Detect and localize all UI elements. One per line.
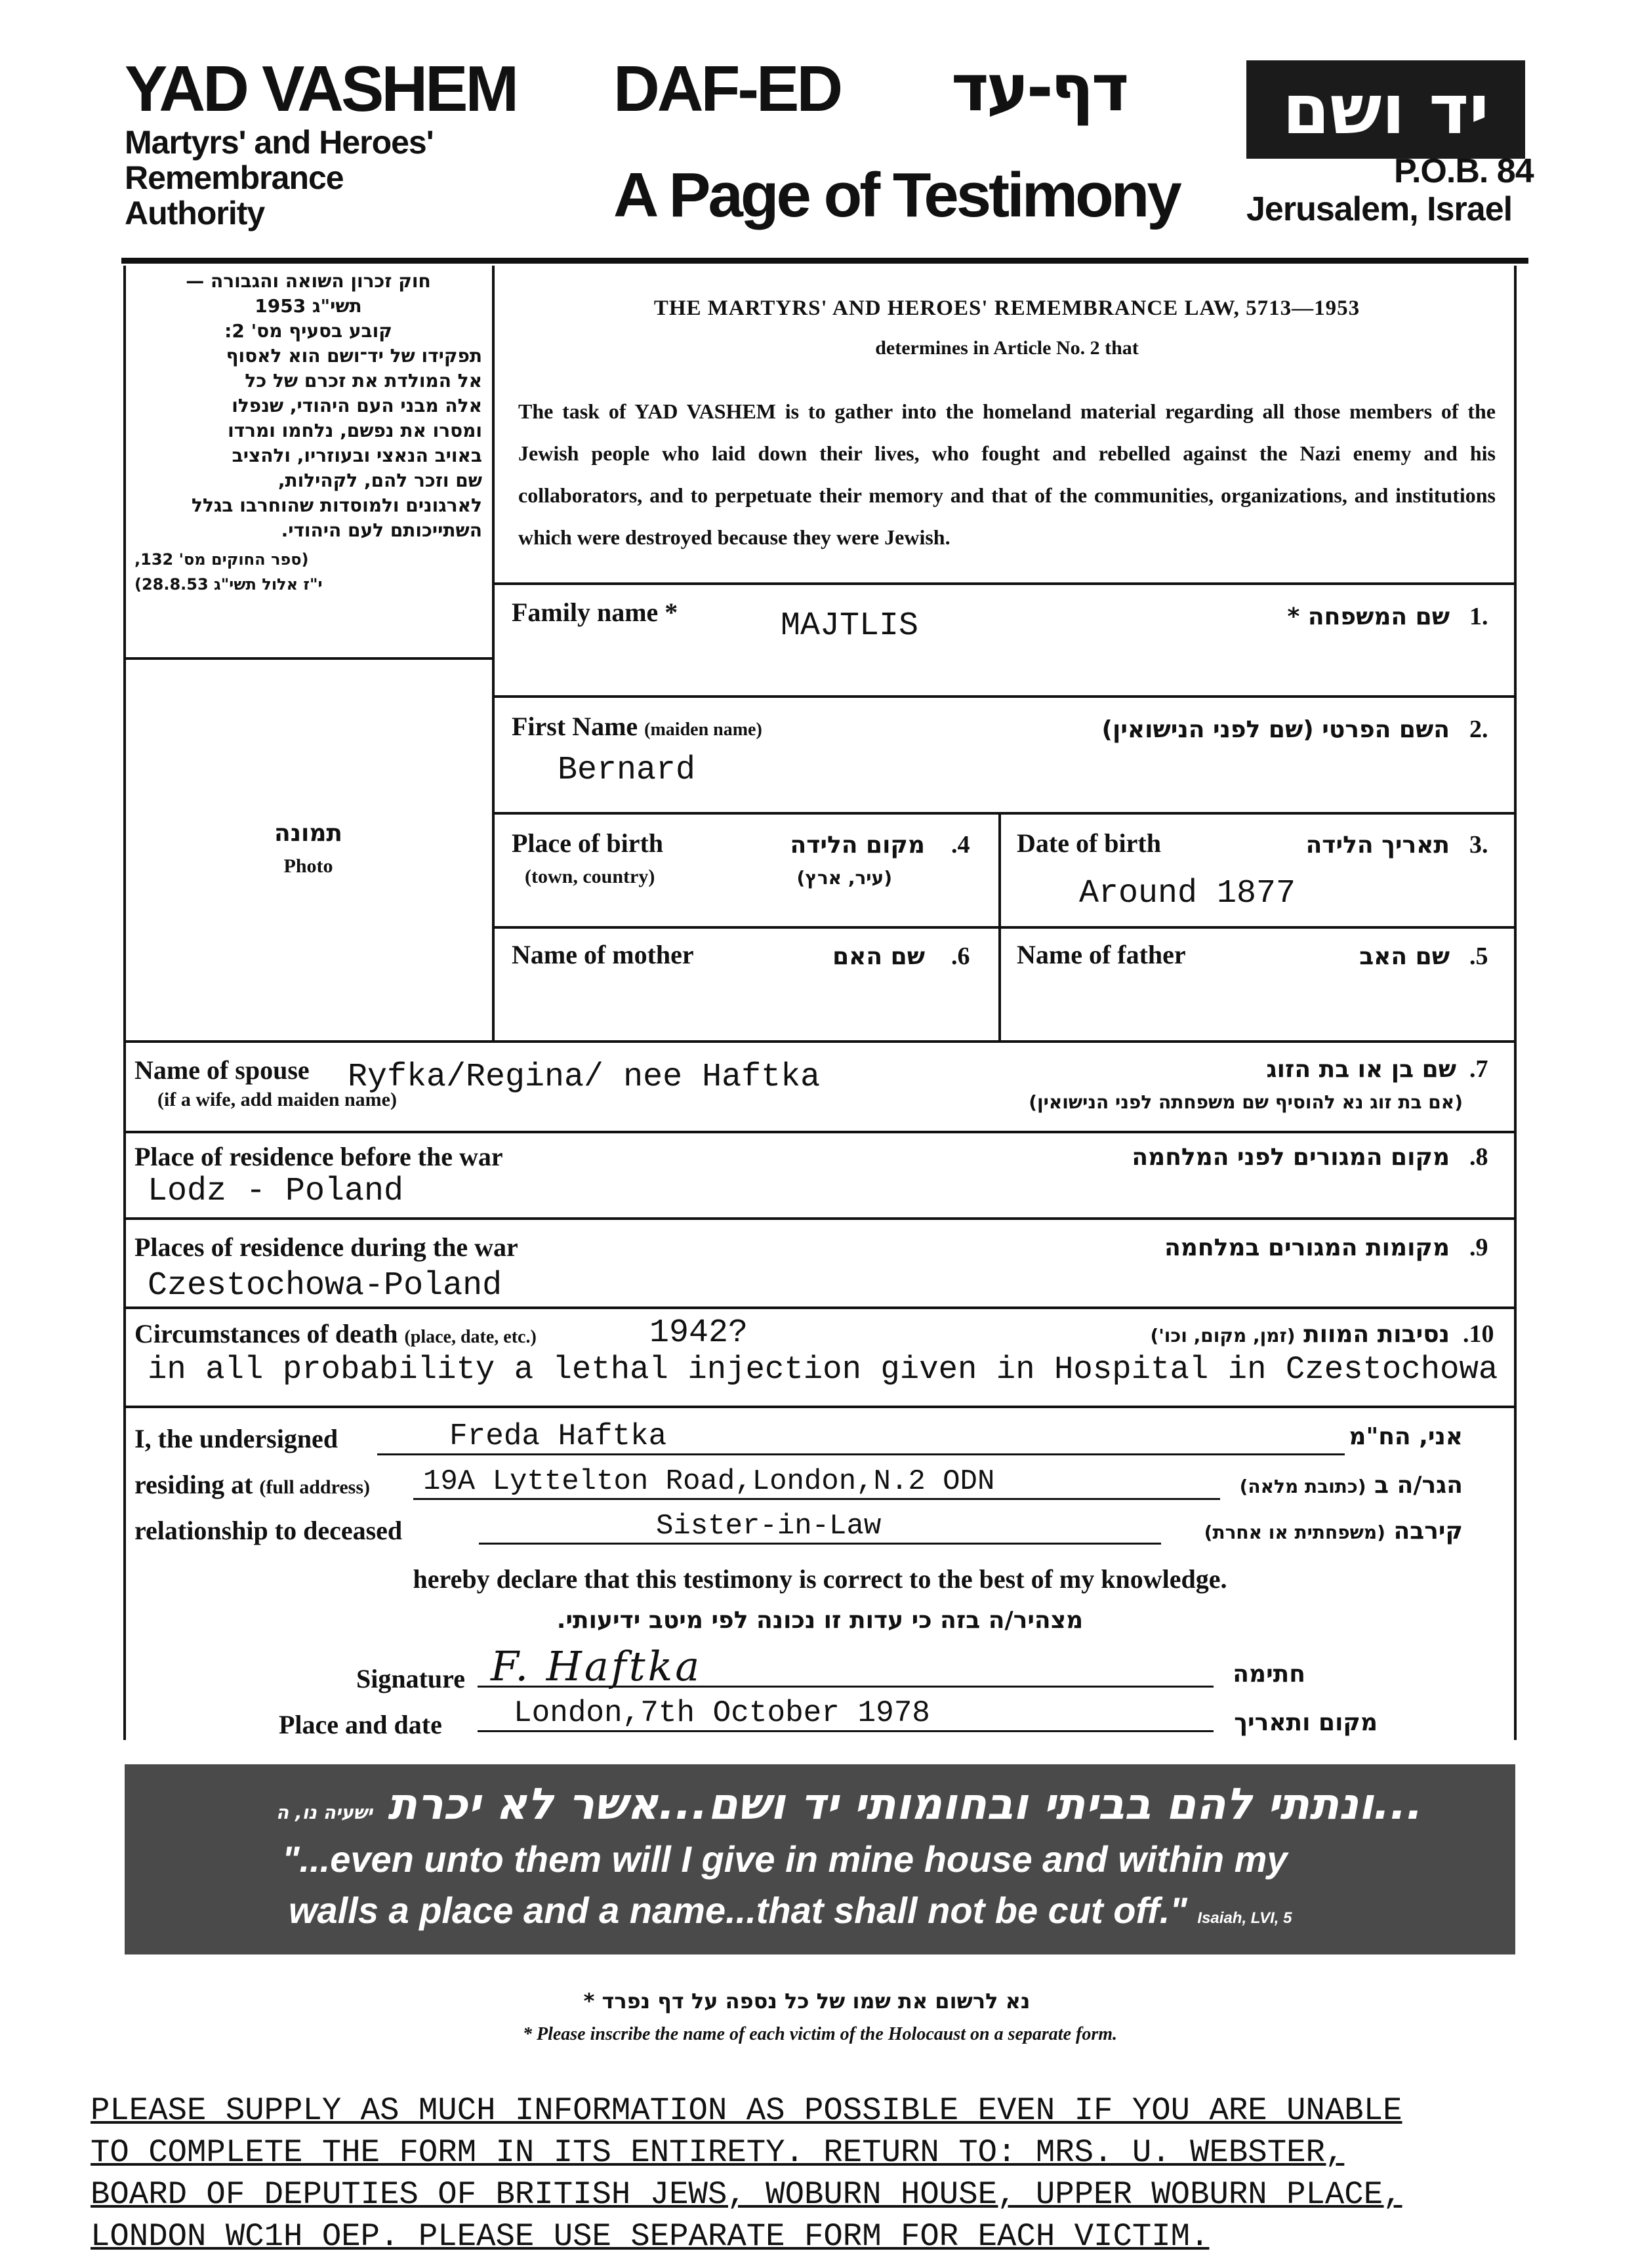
city-address: Jerusalem, Israel <box>1246 190 1513 228</box>
father-name-hebrew: שם האב <box>1359 943 1450 970</box>
first-name-label: First Name (maiden name) <box>512 712 762 741</box>
residing-value[interactable]: 19A Lyttelton Road,London,N.2 ODN <box>413 1465 1220 1500</box>
field-number: .4 <box>951 831 970 859</box>
field-number: 2. <box>1469 716 1488 743</box>
law-hebrew-line: (ספר החוקים מס' 132, <box>134 550 309 569</box>
org-name: YAD VASHEM <box>125 52 517 125</box>
field-number: .10 <box>1463 1320 1494 1348</box>
declaration-english: hereby declare that this testimony is correct to the best of my knowledge. <box>413 1564 1227 1594</box>
mother-name-label: Name of mother <box>512 940 694 969</box>
death-date-value[interactable]: 1942? <box>649 1314 748 1352</box>
death-hebrew: נסיבות המוות (זמן, מקום, וכו') <box>1150 1321 1450 1348</box>
law-hebrew-line: ומסרו את נפשם, נלחמו ומרדו <box>228 420 482 441</box>
law-body: The task of YAD VASHEM is to gather into the homeland material regarding all those members of the Jewish people who laid down their lives, who fought and rebelled against the Nazi enemy and his collaborators, and to perpetuate their memory and that of the communities, organizations, and institutions which were destroyed because they were Jewish. <box>518 399 1496 549</box>
signature-label: Signature <box>356 1664 465 1693</box>
family-name-label: Family name * <box>512 597 678 627</box>
photo-label: Photo <box>283 855 333 877</box>
quote-banner <box>125 1764 1515 1954</box>
residing-hebrew: הגר/ה ב (כתובת מלאה) <box>1239 1472 1463 1499</box>
declaration-hebrew: מצהיר/ה בזה כי עדות זו נכונה לפי מיטב ידיעותי. <box>556 1607 1084 1634</box>
photo-label-hebrew: תמונה <box>274 820 343 847</box>
law-hebrew-line: לארגונים ולמוסדות שהוחרבו בגלל <box>192 495 482 516</box>
undersigned-value[interactable]: Freda Haftka <box>377 1419 1345 1455</box>
page-title: A Page of Testimony <box>613 160 1179 230</box>
field-number: .8 <box>1469 1143 1488 1171</box>
relationship-label: relationship to deceased <box>134 1516 403 1545</box>
place-of-birth-sublabel: (town, country) <box>525 866 655 887</box>
spouse-hebrew-sub: (אם בת זוג נא להוסיף שם משפחתה לפני הנישואין) <box>1029 1091 1463 1113</box>
death-circumstances-value[interactable]: in all probability a lethal injection given in Hospital in Czestochowa <box>148 1351 1498 1388</box>
org-subtitle-2: Remembrance <box>125 159 344 196</box>
signature-hebrew: חתימה <box>1233 1661 1305 1688</box>
residing-label: residing at (full address) <box>134 1470 371 1499</box>
spouse-sublabel: (if a wife, add maiden name) <box>157 1089 397 1110</box>
law-hebrew-line: י"ז אלול תשי"ג 28.8.53) <box>134 575 323 594</box>
law-title: THE MARTYRS' AND HEROES' REMEMBRANCE LAW, 5713—1953 <box>653 296 1360 320</box>
daf-ed-hebrew-title: דף-עד <box>951 51 1127 126</box>
footer-line-3: BOARD OF DEPUTIES OF BRITISH JEWS, WOBURN HOUSE, UPPER WOBURN PLACE, <box>91 2176 1402 2213</box>
yad-vashem-logo: יד ושם <box>1246 60 1525 159</box>
relationship-hebrew: קירבה (משפחתית או אחרת) <box>1204 1518 1463 1545</box>
death-label: Circumstances of death (place, date, etc.) <box>134 1319 537 1348</box>
law-hebrew-line: שם וזכר להם, לקהילות, <box>277 470 482 491</box>
family-name-value[interactable]: MAJTLIS <box>781 607 919 645</box>
pob-address: P.O.B. 84 <box>1394 152 1534 190</box>
law-hebrew-line: אלה מבני העם היהודי, שנפלו <box>232 395 482 416</box>
law-subtitle: determines in Article No. 2 that <box>875 337 1139 359</box>
mother-name-hebrew: שם האם <box>832 943 925 970</box>
place-date-value[interactable]: London,7th October 1978 <box>478 1696 1214 1732</box>
banner-quote-line-2: walls a place and a name...that shall not be cut off." Isaiah, LVI, 5 <box>289 1890 1292 1931</box>
footer-line-1: PLEASE SUPPLY AS MUCH INFORMATION AS POSSIBLE EVEN IF YOU ARE UNABLE <box>91 2092 1402 2129</box>
law-hebrew-line: קובע בסעיף מס' 2: <box>224 320 392 342</box>
signature-value: F. Haftka <box>491 1642 703 1690</box>
law-hebrew-line: תשי"ג 1953 <box>255 295 362 317</box>
spouse-value[interactable]: Ryfka/Regina/ nee Haftka <box>348 1059 821 1096</box>
header-rule <box>121 258 1528 264</box>
field-number: .9 <box>1469 1234 1488 1261</box>
banner-hebrew-quote: ...ונתתי להם בביתי ובחומותי יד ושם...אשר לא יכרת ישעיה נו, ה <box>276 1779 1423 1829</box>
first-name-hebrew: השם הפרטי (שם לפני הנישואין) <box>1101 716 1450 743</box>
undersigned-label: I, the undersigned <box>134 1424 338 1453</box>
note-hebrew: נא לרשום את שמו של כל נספה על דף נפרד * <box>583 1989 1031 2014</box>
relationship-value[interactable]: Sister-in-Law <box>479 1510 1161 1545</box>
banner-quote-line-1: "...even unto them will I give in mine house and within my <box>282 1838 1288 1880</box>
footer-line-2: TO COMPLETE THE FORM IN ITS ENTIRETY. RETURN TO: MRS. U. WEBSTER, <box>91 2134 1345 2171</box>
date-of-birth-hebrew: תאריך הלידה <box>1305 832 1450 859</box>
field-number: .6 <box>951 942 970 970</box>
field-number: 1. <box>1469 603 1488 630</box>
law-hebrew-line: אל המולדת את זכרם של כל <box>245 370 482 392</box>
spouse-hebrew: שם בן או בת הזוג <box>1266 1056 1456 1083</box>
field-number: 3. <box>1469 831 1488 859</box>
residence-during-hebrew: מקומות המגורים במלחמה <box>1164 1234 1450 1261</box>
residence-before-label: Place of residence before the war <box>134 1142 503 1171</box>
law-hebrew-line: באויב הנאצי ובעוזריו, ולהציב <box>232 445 482 466</box>
field-number: .5 <box>1469 942 1488 970</box>
first-name-value[interactable]: Bernard <box>558 752 696 789</box>
law-hebrew-line: תפקידו של יד־ושם הוא לאסוף <box>226 345 482 367</box>
date-of-birth-label: Date of birth <box>1017 828 1161 858</box>
undersigned-hebrew: אני, הח"מ <box>1349 1423 1463 1450</box>
place-of-birth-hebrew: מקום הלידה <box>790 832 925 859</box>
law-hebrew <box>134 269 482 597</box>
signature-line[interactable] <box>478 1642 1214 1690</box>
law-hebrew-line: השתייכותם לעם היהודי. <box>281 519 482 541</box>
place-of-birth-hebrew-sub: (עיר, ארץ) <box>796 867 892 889</box>
place-date-label: Place and date <box>279 1710 442 1739</box>
spouse-label: Name of spouse <box>134 1055 310 1085</box>
residence-during-label: Places of residence during the war <box>134 1232 518 1262</box>
place-date-hebrew: מקום ותאריך <box>1234 1709 1378 1736</box>
residence-during-value[interactable]: Czestochowa-Poland <box>148 1267 502 1305</box>
field-number: .7 <box>1469 1055 1488 1083</box>
note-english: * Please inscribe the name of each victim of the Holocaust on a separate form. <box>522 2024 1118 2044</box>
daf-ed-title: DAF-ED <box>613 52 841 125</box>
org-subtitle-1: Martyrs' and Heroes' <box>125 124 434 161</box>
place-of-birth-label: Place of birth <box>512 828 664 858</box>
date-of-birth-value[interactable]: Around 1877 <box>1079 875 1296 912</box>
law-hebrew-line: חוק זכרון השואה והגבורה — <box>186 270 431 292</box>
father-name-label: Name of father <box>1017 940 1186 969</box>
org-subtitle-3: Authority <box>125 195 265 232</box>
family-name-hebrew: שם המשפחה * <box>1287 603 1450 630</box>
residence-before-hebrew: מקום המגורים לפני המלחמה <box>1132 1144 1450 1171</box>
residence-before-value[interactable]: Lodz - Poland <box>148 1173 404 1210</box>
footer-line-4: LONDON WC1H OEP. PLEASE USE SEPARATE FORM FOR EACH VICTIM. <box>91 2218 1210 2255</box>
